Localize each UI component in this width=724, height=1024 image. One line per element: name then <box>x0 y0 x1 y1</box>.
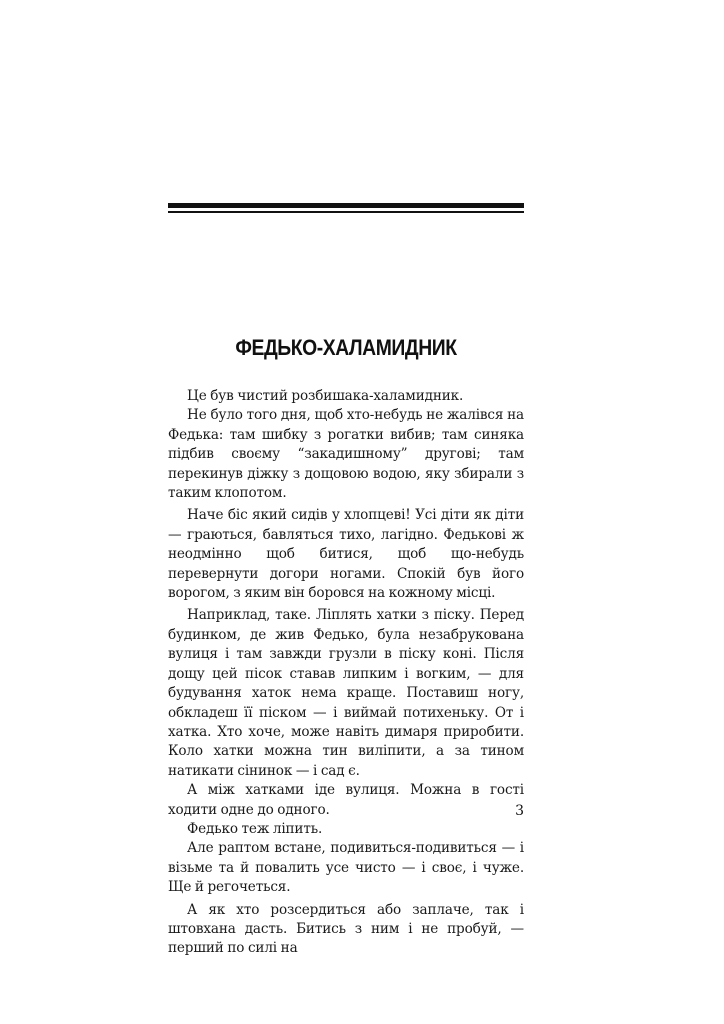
paragraph: Не було того дня, щоб хто-небудь не жалівся на Федька: там шибку з рогатки вибив; там синяка підбив своєму “закадишному” другові; там перекинув діжку з дощовою водою, яку збирали з таким клопотом. <box>168 407 524 502</box>
page-number: 3 <box>515 803 524 819</box>
body-text <box>168 387 524 959</box>
paragraph: Наприклад, таке. Ліплять хатки з піску. Перед будинком, де жив Федько, була незабрукована вулиця і там завжди грузли в піску коні. Після дощу цей пісок ставав липким і вогким, — для будування хаток нема краще. Поставиш ногу, обкладеш її піском — і виймай потихеньку. От і хатка. Хто хоче, може навіть димаря приробити. Коло хатки можна тин виліпити, а за тином натикати сінинок — і сад є. <box>168 607 524 779</box>
paragraph: А між хатками іде вулиця. Можна в гості ходити одне до одного. <box>168 782 524 818</box>
paragraph: Федько теж ліпить. <box>187 820 323 837</box>
paragraph: А як хто розсердиться або заплаче, так і штовхана дасть. Битись з ним і не пробуй, — перший по силі на <box>168 901 524 957</box>
header-rule-thick <box>168 203 524 208</box>
paragraph: Але раптом встане, подивиться-подивиться — і візьме та й повалить усе чисто — і своє, і чуже. Ще й регочеться. <box>168 840 524 896</box>
paragraph: Це був чистий розбишака-халамидник. <box>187 388 464 404</box>
paragraph: Наче біс який сидів у хлопцеві! Усі діти як діти — граються, бавляться тихо, лагідно. Федькові ж неодмінно щоб битися, щоб що-небудь перевернути догори ногами. Спокій був його ворогом, з яким він боровся на кожному місці. <box>168 507 524 602</box>
header-rule-thin <box>168 211 524 213</box>
chapter-title: ФЕДЬКО-ХАЛАМИДНИК <box>235 335 457 360</box>
